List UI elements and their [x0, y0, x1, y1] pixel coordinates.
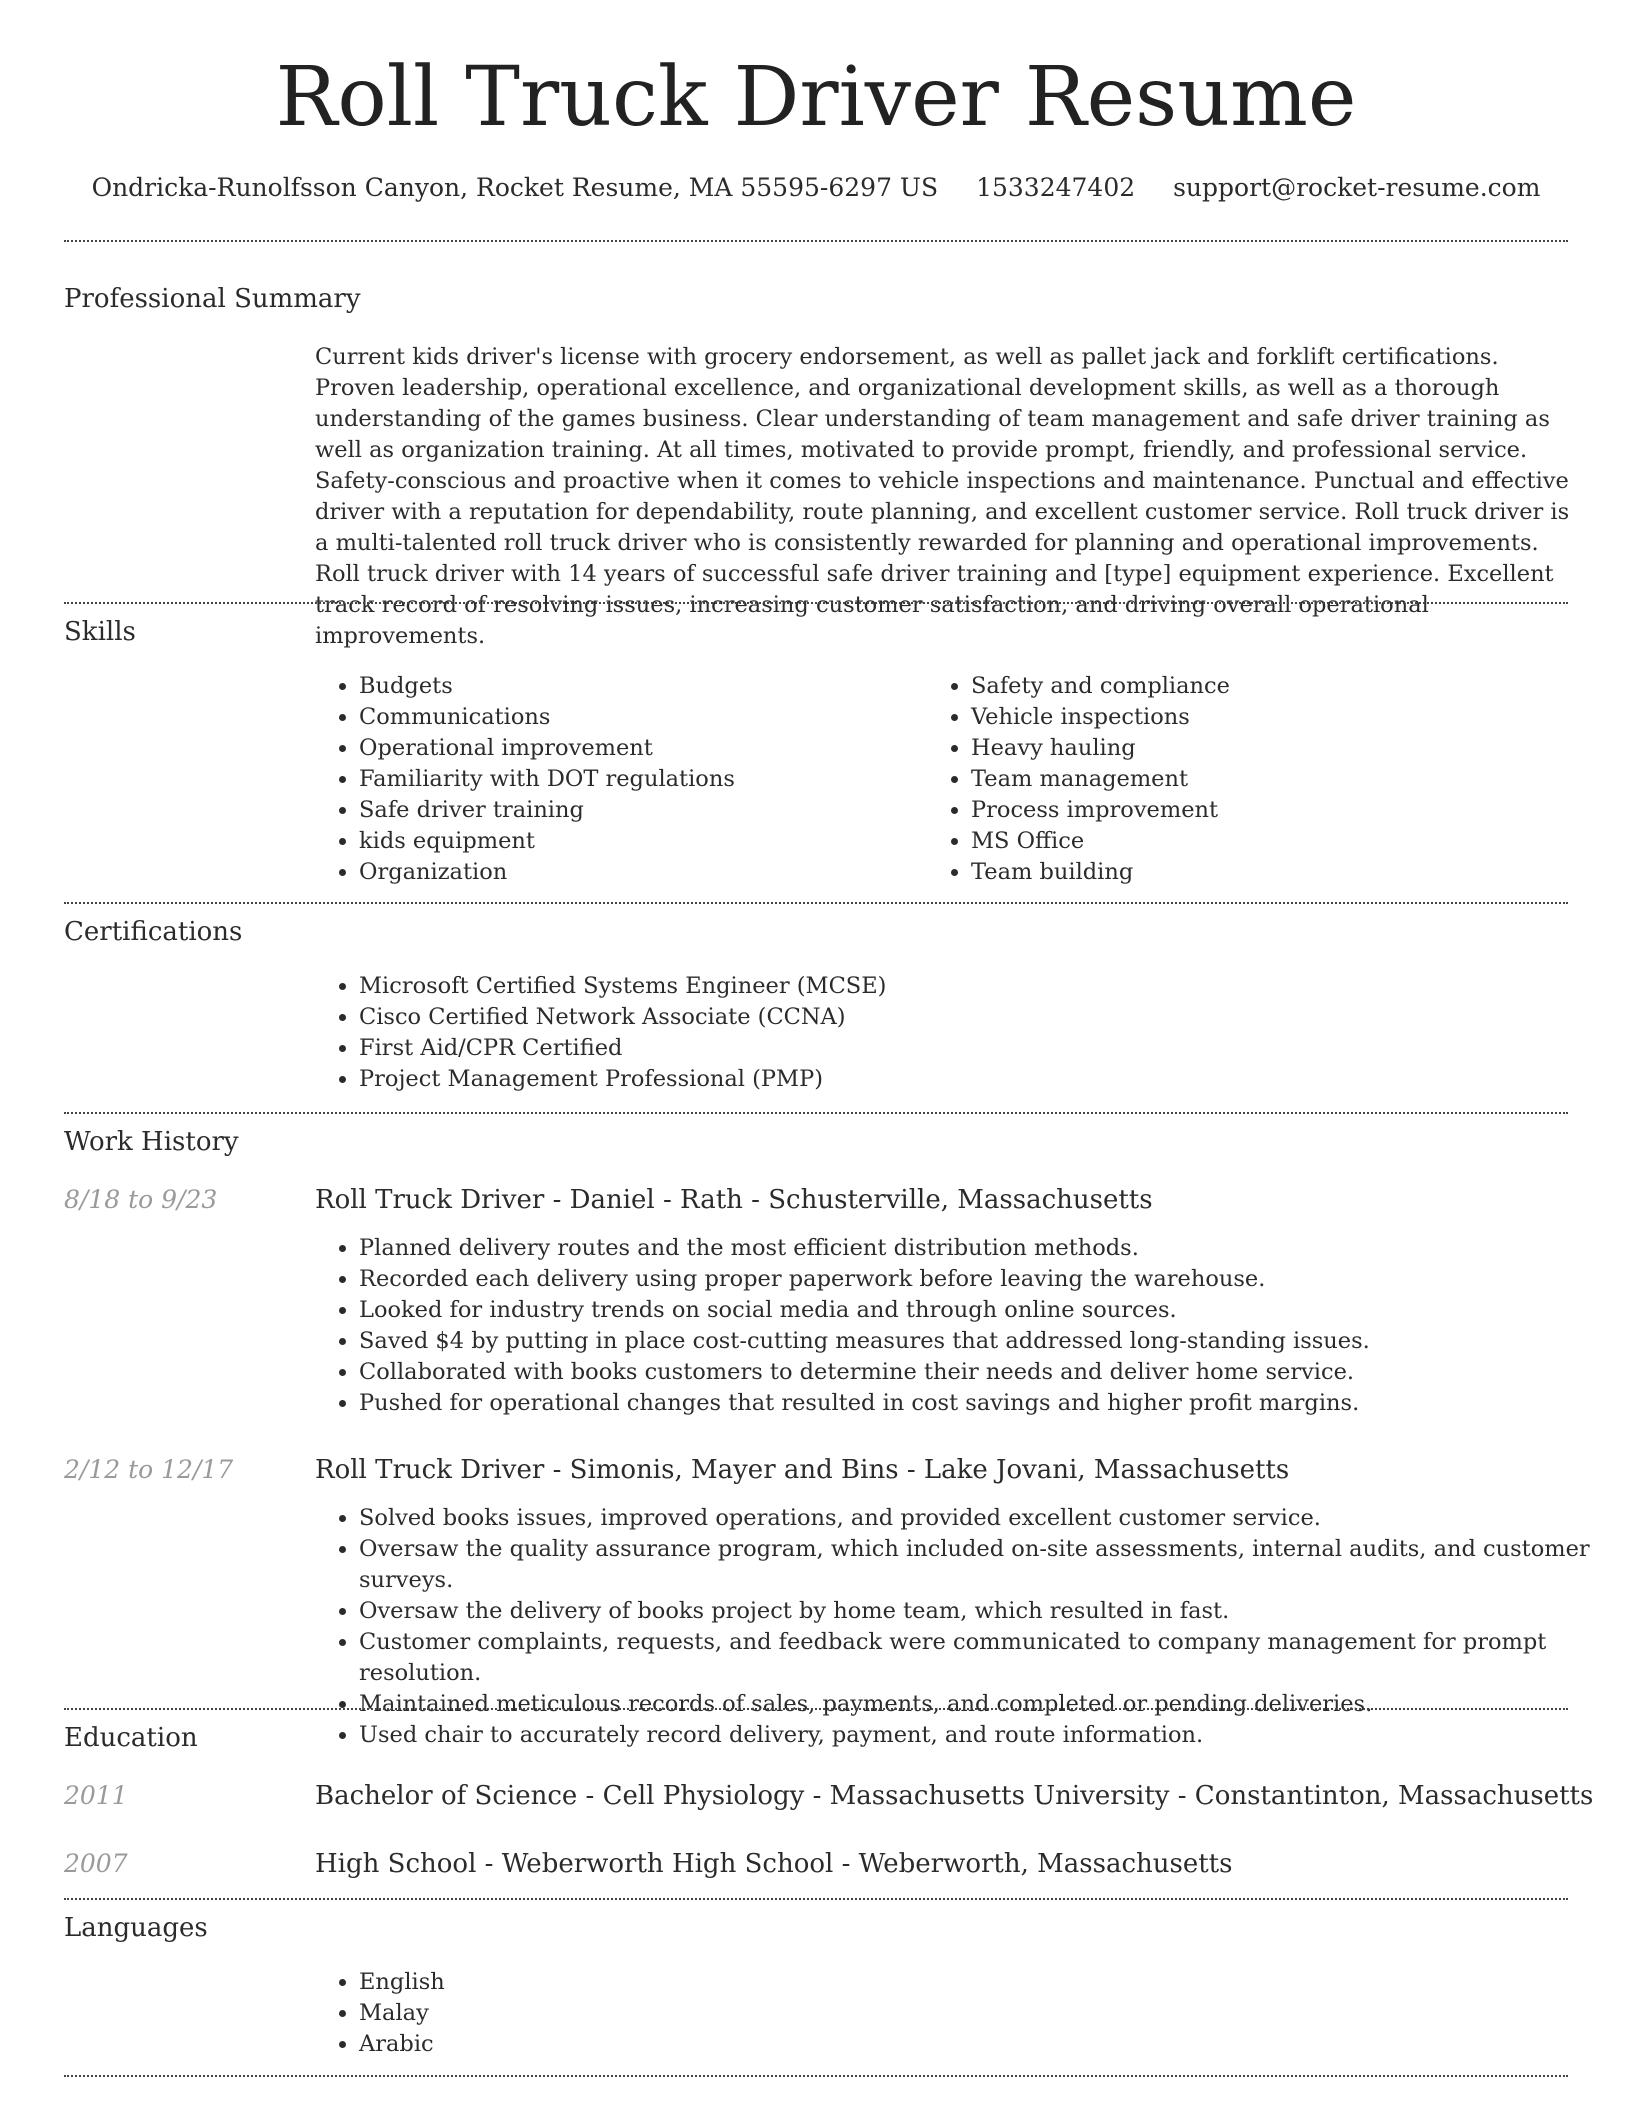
summary-text: Current kids driver's license with grocery endorsement, as well as pallet jack and forklift certifications. Proven leadership, operational excellence, and organizational development skills, as well as a thorough understanding of the games business. Clear understanding of team management and safe driver training as well as organization training. At all times, motivated to provide prompt, friendly, and professional service. Safety-conscious and proactive when it comes to vehicle inspections and maintenance. Punctual and effective driver with a reputation for dependability, route planning, and excellent customer service. Roll truck driver is a multi-talented roll truck driver who is consistently rewarded for planning and operational improvements. Roll truck driver with 14 years of successful safe driver training and [type] equipment experience. Excellent track record of resolving issues, increasing customer satisfaction, and driving overall operational improvements. — [315, 344, 1570, 649]
job-bullet: • Pushed for operational changes that resulted in cost savings and higher profit margins. — [359, 1388, 1619, 1419]
skill-item: • Vehicle inspections — [971, 702, 1531, 733]
skill-item: • kids equipment — [359, 826, 919, 857]
job-bullet: • Oversaw the quality assurance program, which included on-site assessments, internal audits, and customer surveys. — [359, 1534, 1619, 1596]
skill-item: • Safety and compliance — [971, 671, 1531, 702]
divider — [64, 602, 1568, 604]
job-bullets — [315, 1503, 1619, 1751]
skills-heading: Skills — [64, 617, 136, 647]
education-year: 2011 — [64, 1781, 128, 1810]
skill-item: • Team building — [971, 857, 1531, 888]
language-item: • English — [359, 1967, 959, 1998]
skill-item: • Heavy hauling — [971, 733, 1531, 764]
job-bullet: • Maintained meticulous records of sales, payments, and completed or pending deliveries. — [359, 1689, 1619, 1720]
job-bullet: • Saved $4 by putting in place cost-cutting measures that addressed long-standing issues. — [359, 1326, 1619, 1357]
job-dates: 2/12 to 12/17 — [64, 1455, 234, 1484]
work-heading: Work History — [64, 1127, 239, 1157]
languages-heading: Languages — [64, 1913, 208, 1943]
job-bullet: • Used chair to accurately record delivery, payment, and route information. — [359, 1720, 1619, 1751]
divider — [64, 1708, 1568, 1710]
job-bullet: • Oversaw the delivery of books project by home team, which resulted in fast. — [359, 1596, 1619, 1627]
skill-item: • Safe driver training — [359, 795, 919, 826]
divider — [64, 902, 1568, 904]
resume-title: Roll Truck Driver Resume — [275, 50, 1357, 145]
divider — [64, 1112, 1568, 1114]
contact-phone: 1533247402 — [976, 173, 1136, 202]
divider — [64, 2075, 1568, 2077]
summary-heading: Professional Summary — [64, 284, 361, 314]
education-title: High School - Weberworth High School - Weberworth, Massachusetts — [315, 1849, 1233, 1879]
certification-item: • First Aid/CPR Certified — [359, 1033, 1559, 1064]
job-bullet: • Customer complaints, requests, and feedback were communicated to company management for prompt resolution. — [359, 1627, 1619, 1689]
contact-line — [0, 170, 1632, 206]
skill-item: • Organization — [359, 857, 919, 888]
certification-item: • Microsoft Certified Systems Engineer (MCSE) — [359, 971, 1559, 1002]
certifications-heading: Certifications — [64, 917, 243, 947]
job-bullets — [315, 1233, 1619, 1419]
job-bullet: • Planned delivery routes and the most efficient distribution methods. — [359, 1233, 1619, 1264]
languages-list — [315, 1967, 959, 2060]
skill-item: • Budgets — [359, 671, 919, 702]
contact-address: Ondricka-Runolfsson Canyon, Rocket Resume, MA 55595-6297 US — [91, 173, 939, 202]
language-item: • Arabic — [359, 2029, 959, 2060]
certification-item: • Cisco Certified Network Associate (CCNA) — [359, 1002, 1559, 1033]
certification-item: • Project Management Professional (PMP) — [359, 1064, 1559, 1095]
language-item: • Malay — [359, 1998, 959, 2029]
job-dates: 8/18 to 9/23 — [64, 1185, 218, 1214]
contact-email: support@rocket-resume.com — [1173, 173, 1541, 202]
job-title: Roll Truck Driver - Simonis, Mayer and Bins - Lake Jovani, Massachusetts — [315, 1455, 1290, 1485]
skill-item: • Team management — [971, 764, 1531, 795]
divider — [64, 240, 1568, 242]
skill-item: • MS Office — [971, 826, 1531, 857]
certifications-list — [315, 971, 1559, 1095]
job-bullet: • Recorded each delivery using proper paperwork before leaving the warehouse. — [359, 1264, 1619, 1295]
divider — [64, 1898, 1568, 1900]
skill-item: • Operational improvement — [359, 733, 919, 764]
job-title: Roll Truck Driver - Daniel - Rath - Schusterville, Massachusetts — [315, 1185, 1153, 1215]
skill-item: • Communications — [359, 702, 919, 733]
skill-item: • Familiarity with DOT regulations — [359, 764, 919, 795]
skills-list-right — [927, 671, 1531, 888]
job-bullet: • Looked for industry trends on social media and through online sources. — [359, 1295, 1619, 1326]
job-bullet: • Solved books issues, improved operations, and provided excellent customer service. — [359, 1503, 1619, 1534]
education-title: Bachelor of Science - Cell Physiology - Massachusetts University - Constantinton, Massachusetts — [315, 1781, 1594, 1811]
education-year: 2007 — [64, 1849, 128, 1878]
job-bullet: • Collaborated with books customers to determine their needs and deliver home service. — [359, 1357, 1619, 1388]
skill-item: • Process improvement — [971, 795, 1531, 826]
skills-list-left — [315, 671, 919, 888]
education-heading: Education — [64, 1723, 198, 1753]
